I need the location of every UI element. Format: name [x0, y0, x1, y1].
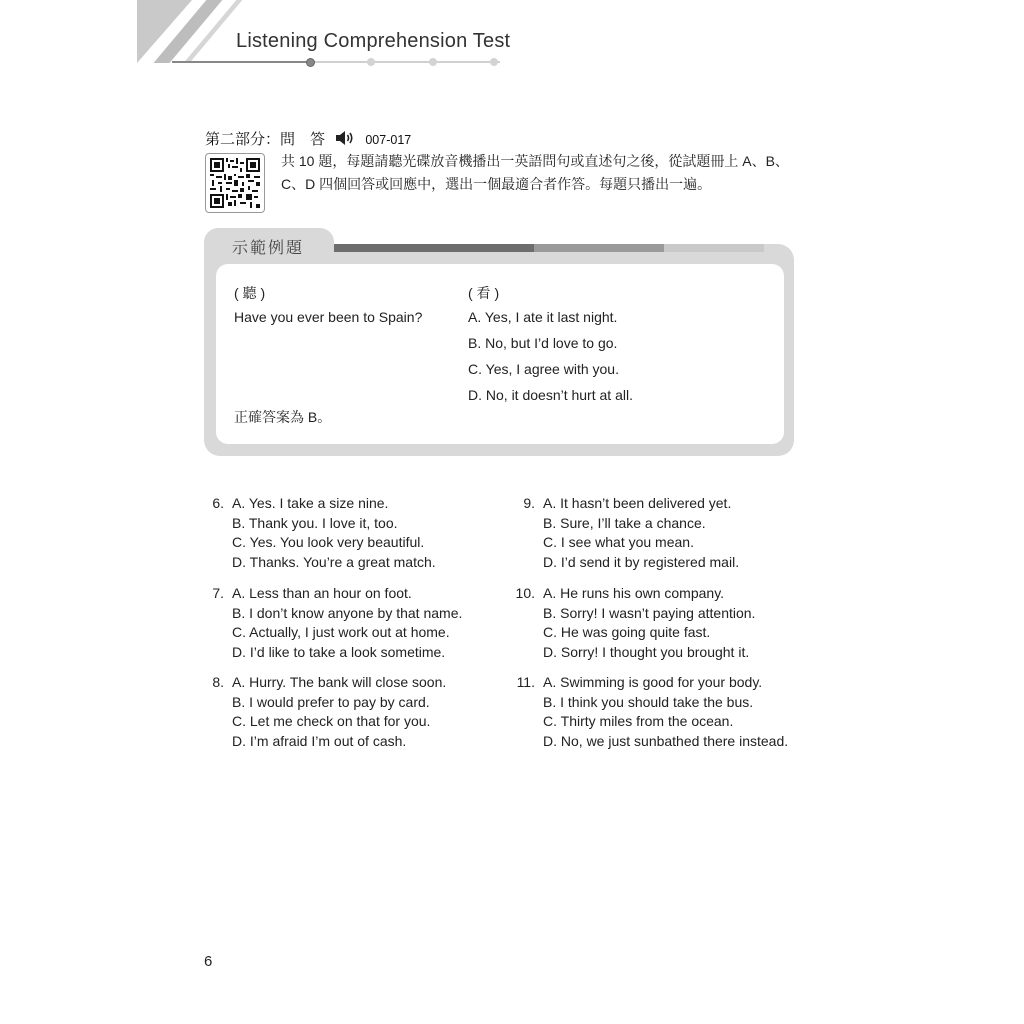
answer-option: B. I think you should take the bus. [543, 693, 754, 710]
example-option: B. No, but I’d love to go. [468, 335, 618, 351]
answer-option: A. It hasn’t been delivered yet. [543, 495, 732, 511]
answer-option: C. I see what you mean. [543, 534, 694, 550]
example-answer: 正確答案為 B。 [234, 409, 332, 425]
example-option: D. No, it doesn’t hurt at all. [468, 387, 633, 403]
example-tab-label: 示範例題 [232, 240, 305, 257]
question-item [212, 673, 447, 751]
answer-option: C. He was going quite fast. [543, 624, 711, 640]
question-number: 7. [212, 585, 224, 601]
example-box [204, 228, 794, 456]
header-dot [490, 58, 498, 66]
answer-option: B. Sure, I’ll take a chance. [543, 514, 706, 531]
header-dot [367, 58, 375, 66]
answer-option: B. Sorry! I wasn’t paying attention. [543, 604, 756, 621]
answer-option: C. Let me check on that for you. [232, 713, 431, 729]
instructions-line: 共 10 題，每題請聽光碟放音機播出一英語問句或直述句之後，從試題冊上 A、B、 [281, 153, 789, 169]
speaker-icon [335, 130, 355, 150]
question-item [523, 494, 740, 572]
question-number: 6. [212, 495, 224, 511]
answer-option: B. Thank you. I love it, too. [232, 514, 398, 531]
page-title: Listening Comprehension Test [236, 30, 511, 52]
instructions [281, 150, 801, 196]
answer-option: D. I’d like to take a look sometime. [232, 643, 446, 660]
answer-option: A. Yes. I take a size nine. [232, 495, 389, 511]
answer-option: C. Thirty miles from the ocean. [543, 713, 734, 729]
question-item [515, 584, 756, 662]
page-number: 6 [204, 953, 213, 970]
answer-option: D. Sorry! I thought you brought it. [543, 643, 750, 660]
answer-option: A. He runs his own company. [543, 585, 725, 601]
example-option: C. Yes, I agree with you. [468, 361, 619, 377]
section-label: 第二部分：問 答 [205, 131, 326, 148]
example-option: A. Yes, I ate it last night. [468, 309, 618, 325]
answer-option: A. Less than an hour on foot. [232, 585, 412, 601]
header-divider [172, 61, 500, 63]
question-item [212, 584, 463, 662]
instructions-line: C、D 四個回答或回應中，選出一個最適合者作答。每題只播出一遍。 [281, 176, 712, 192]
answer-option: D. I’m afraid I’m out of cash. [232, 732, 407, 749]
question-number: 9. [523, 495, 535, 511]
question-number: 11. [516, 674, 535, 690]
question-item [212, 494, 436, 572]
question-number: 8. [212, 674, 224, 690]
answer-option: B. I would prefer to pay by card. [232, 693, 430, 710]
example-question: Have you ever been to Spain? [234, 309, 423, 325]
question-number: 10. [515, 585, 535, 601]
section-heading [205, 128, 411, 150]
answer-option: D. No, we just sunbathed there instead. [543, 732, 789, 749]
answer-option: B. I don’t know anyone by that name. [232, 604, 463, 621]
answer-option: C. Yes. You look very beautiful. [232, 534, 425, 550]
audio-track-code: 007-017 [365, 133, 412, 147]
answer-option: A. Hurry. The bank will close soon. [232, 674, 447, 690]
answer-option: D. I’d send it by registered mail. [543, 553, 740, 570]
qr-code-icon[interactable] [205, 153, 265, 213]
answer-option: D. Thanks. You’re a great match. [232, 553, 436, 570]
question-item [516, 673, 789, 751]
listen-label: ( 聽 ) [234, 285, 266, 301]
header-dot [429, 58, 437, 66]
look-label: ( 看 ) [468, 285, 500, 301]
answer-option: C. Actually, I just work out at home. [232, 624, 450, 640]
header-dot [306, 58, 315, 67]
answer-option: A. Swimming is good for your body. [543, 674, 763, 690]
